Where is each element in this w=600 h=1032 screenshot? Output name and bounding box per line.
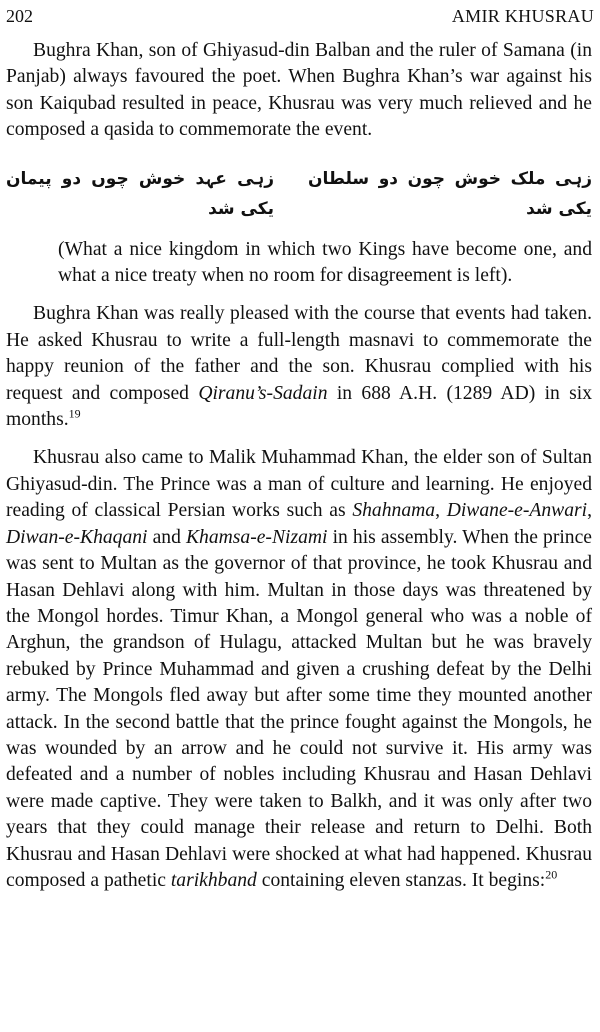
verse-translation: (What a nice kingdom in which two Kings have become one, and what a nice treaty when no room for disagreement is left). [58,238,592,287]
text-span: , [587,500,592,522]
footnote-reference: 19 [68,406,81,421]
work-title: Shahnama [352,500,436,522]
urdu-verse [6,164,592,224]
running-head: AMIR KHUSRAU [451,6,594,26]
verse-line-2: زہی عہد خوش چوں دو پیمان یکی شد [6,168,275,219]
term: tarikhband [170,869,257,891]
work-title: Diwane-e-Anwari [446,500,588,522]
text-span: and [147,526,186,548]
body-text [6,38,592,906]
verse-line-1: زہی ملک خوش چون دو سلطان یکی شد [308,168,592,219]
work-title: Diwan-e-Khaqani [6,526,148,548]
text-span: in his assembly. When the prince was sent to Multan as the governor of that province, he took Khusrau and Hasan Dehlavi along with him. Multan in those days was threatened by the Mongol hordes. Timur Khan, a Mongol general who was a noble of Arghun, the grandson of Hulagu, attacked Multan but he was bravely rebuked by Prince Muhammad and given a crushing defeat by the Delhi army. The Mongols fled away but after some time they mounted another attack. In the second battle that the prince fought against the Mongols, he was wounded by an arrow and he could not survive it. His army was defeated and a number of nobles including Khusrau and Hasan Dehlavi were made captive. They were taken to Balkh, and it was only after two years that they could manage their release and return to Delhi. Both Khusrau and Hasan Dehlavi were shocked at what had happened. Khusrau composed a pathetic [6,526,592,891]
paragraph-qiranu-sadain [6,301,592,433]
text-span: Bughra Khan was really pleased with the course that events had taken. He asked Khusrau to write a full-length masnavi to commemorate the happy reunion of the father and the son. Khusrau complied with his request and composed [6,303,592,404]
page-header [6,4,594,28]
footnote-reference: 20 [545,867,558,882]
work-title: Khamsa-e-Nizami [185,526,328,548]
text-span: Khusrau also came to Malik Muhammad Khan, the elder son of Sultan Ghiyasud-din. The Prince was a man of culture and learning. He enjoyed reading of classical Persian works such as [6,447,592,522]
work-title: Qiranu’s-Sadain [198,382,328,404]
paragraph-bughra-khan: Bughra Khan, son of Ghiyasud-din Balban and the ruler of Samana (in Panjab) always favoured the poet. When Bughra Khan’s war against his son Kaiqubad resulted in peace, Khusrau was very much relieved and he composed a qasida to commemorate the event. [6,40,592,141]
page-number: 202 [6,6,33,26]
text-span: containing eleven stanzas. It begins: [256,869,546,891]
paragraph-malik-muhammad [6,445,592,894]
text-span: , [435,500,447,522]
text-span: in 688 A.H. (1289 AD) in six months. [6,382,593,431]
